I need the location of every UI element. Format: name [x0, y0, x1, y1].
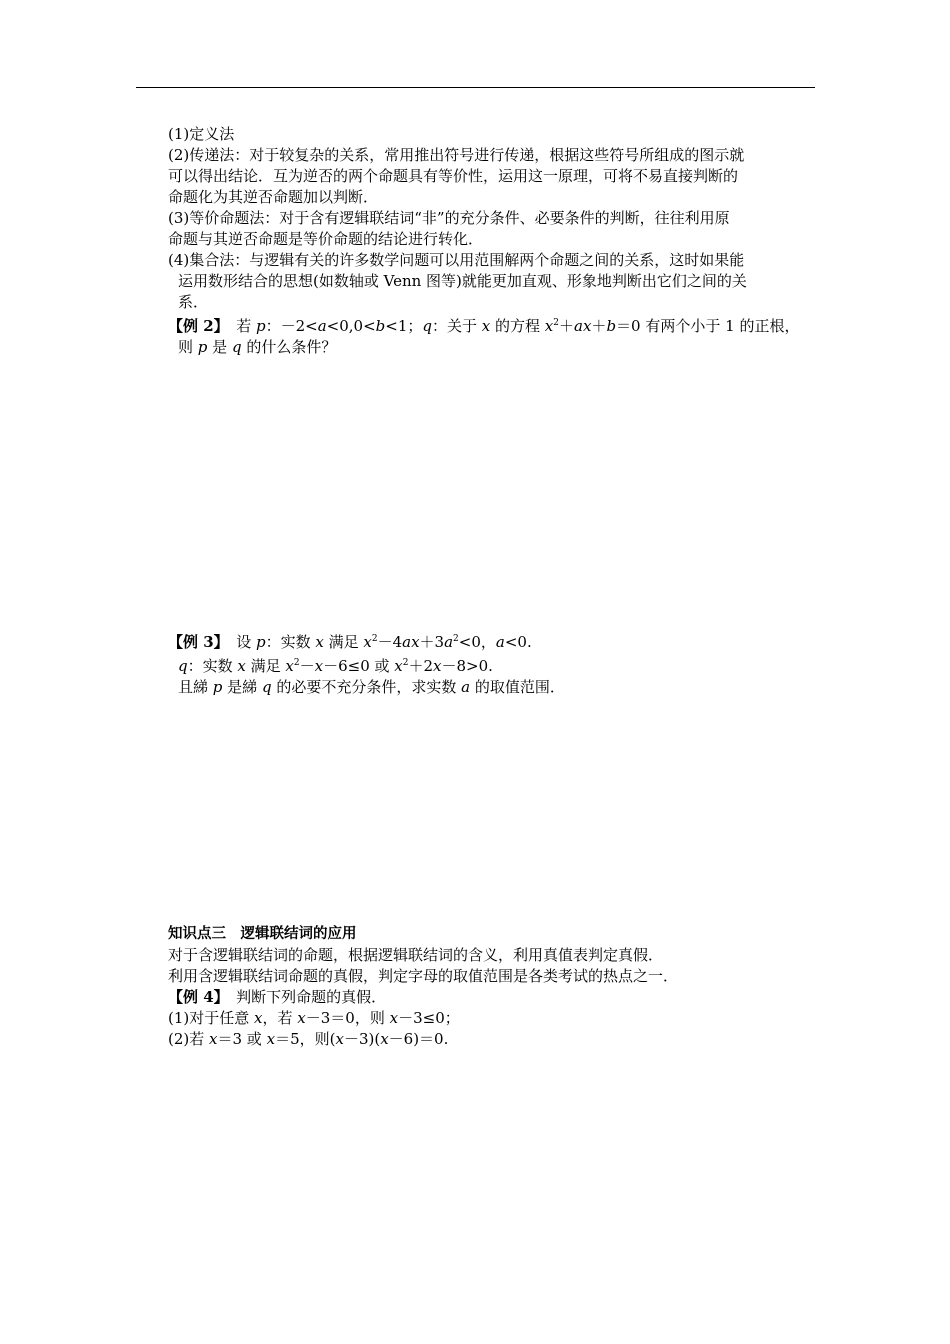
example-3-line-3: 且綈 p 是綈 q 的必要不充分条件，求实数 a 的取值范围． [178, 678, 565, 696]
method-3-line-2: 命题与其逆否命题是等价命题的结论进行转化． [168, 230, 484, 248]
method-3-line-1: (3)等价命题法：对于含有逻辑联结词“非”的充分条件、必要条件的判断，往往利用原 [168, 209, 730, 227]
method-4-line-2: 运用数形结合的思想(如数轴或 Venn 图等)就能更加直观、形象地判断出它们之间的关 [178, 272, 747, 290]
answer-space-example-2 [168, 358, 815, 629]
method-2-line-2: 可以得出结论．互为逆否的两个命题具有等价性，运用这一原理，可将不易直接判断的 [168, 167, 739, 185]
example-4-label: 【例 4】 [168, 988, 222, 1006]
example-2-line-1: 【例 2】 若 p：－2<a<0,0<b<1；q：关于 x 的方程 $x^2+ax+b=0$ 有两个小于 1 的正根， [168, 317, 800, 335]
example-4-item-2: (2)若 x＝3 或 x＝5，则(x－3)(x－6)＝0. [168, 1030, 449, 1048]
answer-space-example-3 [168, 698, 815, 924]
example-4-line: 【例 4】 判断下列命题的真假． [168, 988, 387, 1006]
section-3-line-2: 利用含逻辑联结词命题的真假，判定字母的取值范围是各类考试的热点之一． [168, 967, 679, 985]
method-1: (1)定义法 [168, 125, 235, 143]
method-4-line-3: 系． [178, 293, 209, 311]
document-body [168, 124, 815, 1050]
method-2-line-3: 命题化为其逆否命题加以判断． [168, 188, 379, 206]
example-2-label: 【例 2】 [168, 317, 222, 335]
example-3-line-1: 【例 3】 设 p：实数 x 满足 $x^2-4ax+3a^2<0$，a<0. [168, 633, 532, 651]
example-2-line-2: 则 p 是 q 的什么条件？ [178, 338, 337, 356]
method-4-line-1: (4)集合法：与逻辑有关的许多数学问题可以用范围解两个命题之间的关系，这时如果能 [168, 251, 745, 269]
header-rule [136, 87, 815, 88]
example-4-item-1: (1)对于任意 x，若 x－3＝0，则 x－3≤0； [168, 1009, 460, 1027]
section-3-title: 知识点三 逻辑联结词的应用 [168, 926, 357, 942]
method-2-line-1: (2)传递法：对于较复杂的关系，常用推出符号进行传递，根据这些符号所组成的图示就 [168, 146, 745, 164]
section-3-line-1: 对于含逻辑联结词的命题，根据逻辑联结词的含义，利用真值表判定真假． [168, 946, 664, 964]
example-3-label: 【例 3】 [168, 633, 222, 651]
example-3-line-2: q：实数 x 满足 $x^2-x-6\le 0$ 或 $x^2+2x-8>0$. [178, 657, 493, 675]
